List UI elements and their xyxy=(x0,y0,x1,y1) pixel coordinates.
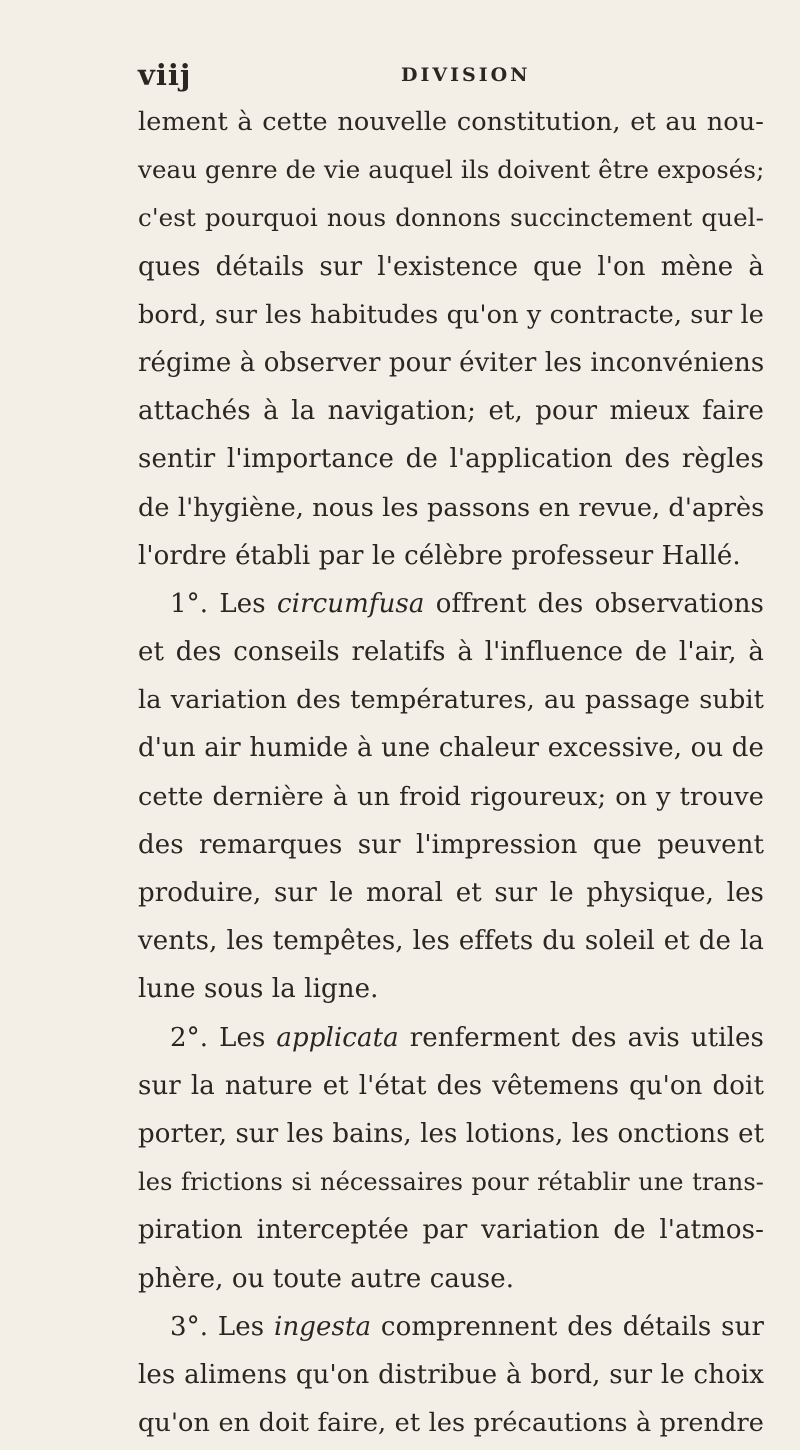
text-segment: comprennent des détails sur xyxy=(371,1311,764,1342)
page-header xyxy=(138,58,758,98)
text-segment: 3°. Les xyxy=(170,1311,275,1342)
text-line: d'un air humide à une chaleur excessive, ou de xyxy=(138,733,764,764)
text-line xyxy=(138,1014,764,1062)
text-line: bord, sur les habitudes qu'on y contracte, sur le xyxy=(138,299,764,330)
text-line: régime à observer pour éviter les inconvéniens xyxy=(138,347,765,378)
text-segment: 1°. Les xyxy=(170,588,277,619)
text-segment: renferment des avis utiles xyxy=(398,1022,764,1053)
text-line: et des conseils relatifs à l'influence de l'air, à xyxy=(138,637,764,668)
text-line: qu'on en doit faire, et les précautions à prendre xyxy=(138,1408,764,1439)
body-text xyxy=(138,98,764,1447)
text-line: c'est pourquoi nous donnons succinctement quel- xyxy=(138,203,764,233)
text-line: veau genre de vie auquel ils doivent être exposés; xyxy=(138,155,765,185)
text-line: l'ordre établi par le célèbre professeur Hallé. xyxy=(138,540,741,571)
text-line: les frictions si nécessaires pour rétablir une trans- xyxy=(138,1168,764,1197)
text-line xyxy=(138,1303,764,1351)
text-line: lement à cette nouvelle constitution, et au nou- xyxy=(138,107,764,137)
text-line: porter, sur les bains, les lotions, les onctions et xyxy=(138,1118,765,1149)
running-head: DIVISION xyxy=(401,64,531,86)
text-line: produire, sur le moral et sur le physique, les xyxy=(138,878,764,908)
text-line: phère, ou toute autre cause. xyxy=(138,1263,515,1294)
text-segment: offrent des observations xyxy=(424,588,764,619)
text-line: les alimens qu'on distribue à bord, sur le choix xyxy=(138,1359,764,1390)
text-line: vents, les tempêtes, les effets du soleil et de la xyxy=(138,926,764,957)
text-line: lune sous la ligne. xyxy=(138,974,379,1005)
text-line xyxy=(138,580,764,628)
text-line: des remarques sur l'impression que peuvent xyxy=(138,829,764,860)
page-number: viij xyxy=(138,58,192,92)
text-line: sentir l'importance de l'application des règles xyxy=(138,444,764,475)
italic-term: circumfusa xyxy=(277,588,425,619)
italic-term: ingesta xyxy=(274,1311,372,1342)
text-line: attachés à la navigation; et, pour mieux faire xyxy=(138,396,764,427)
italic-term: applicata xyxy=(276,1022,399,1053)
text-line: ques détails sur l'existence que l'on mène à xyxy=(138,251,764,282)
text-segment: 2°. Les xyxy=(170,1022,277,1053)
text-line: de l'hygiène, nous les passons en revue, d'après xyxy=(138,492,765,523)
text-line: cette dernière à un froid rigoureux; on y trouve xyxy=(138,781,764,812)
text-line: piration interceptée par variation de l'atmos- xyxy=(138,1215,764,1246)
text-line: sur la nature et l'état des vêtemens qu'on doit xyxy=(138,1070,764,1101)
text-line: la variation des températures, au passage subit xyxy=(138,685,764,716)
